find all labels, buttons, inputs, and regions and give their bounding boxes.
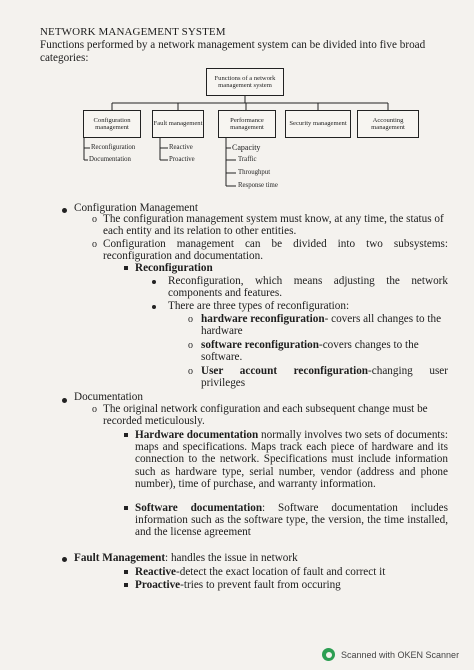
bullet-square — [124, 433, 128, 437]
bullet-dot — [62, 557, 67, 562]
documentation-paragraph-1: The original network configuration and each subsequent change must be recorded meticulously. — [103, 403, 428, 428]
hardware-documentation-paragraph: Hardware documentation normally involves two sets of documents: maps and specifications. Maps track each piece of hardware and its connection to the network. Specifications must include information such as hardware type, serial number, vendor (address and phone number), time of purchase, and warranty information. — [135, 429, 448, 490]
config-heading: Configuration Management — [74, 202, 198, 214]
software-documentation-paragraph: Software documentation: Software documentation includes information such as the software type, the version, the time installed, and the license agreement — [135, 502, 448, 539]
oken-scanner-logo-icon — [322, 648, 335, 661]
diagram-child-documentation: Documentation — [89, 156, 131, 163]
bullet-circle: o — [92, 214, 97, 225]
diagram-child-throughput: Throughput — [238, 169, 271, 176]
bullet-dot — [152, 305, 156, 309]
bullet-square — [124, 583, 128, 587]
reconfig-type-user-account: User account reconfiguration-changing user privileges — [201, 365, 449, 390]
diagram-child-proactive: Proactive — [169, 156, 195, 163]
diagram-child-reactive: Reactive — [169, 144, 193, 151]
reconfiguration-heading: Reconfiguration — [135, 262, 213, 274]
diagram-child-traffic: Traffic — [238, 156, 257, 163]
fault-proactive: Proactive-tries to prevent fault from occuring — [135, 579, 341, 591]
bullet-circle: o — [188, 366, 193, 377]
reconfiguration-paragraph-2: There are three types of reconfiguration: — [168, 300, 350, 312]
scanner-footer-text: Scanned with OKEN Scanner — [341, 649, 460, 660]
config-paragraph-1: The configuration management system must know, at any time, the status of each entity and its relation to other entities. — [103, 213, 444, 238]
bullet-square — [124, 570, 128, 574]
diagram-child-capacity: Capacity — [232, 143, 261, 152]
diagram-box-configuration: Configuration management — [83, 110, 141, 138]
bullet-square — [124, 506, 128, 510]
diagram-root-box: Functions of a network management system — [206, 68, 284, 96]
documentation-heading: Documentation — [74, 391, 143, 403]
diagram-box-fault: Fault management — [152, 110, 204, 138]
reconfig-type-software: software reconfiguration-covers changes to the software. — [201, 339, 419, 364]
scanner-footer — [322, 648, 459, 661]
diagram-box-performance: Performance management — [218, 110, 276, 138]
reconfig-type-hardware: hardware reconfiguration- covers all changes to the hardware — [201, 313, 442, 338]
diagram-box-accounting: Accounting management — [357, 110, 419, 138]
bullet-dot — [62, 398, 67, 403]
bullet-circle: o — [92, 239, 97, 250]
config-paragraph-2: Configuration management can be divided into two subsystems: reconfiguration and documentation. — [103, 238, 448, 263]
diagram-child-response-time: Response time — [238, 182, 278, 189]
bullet-dot — [62, 208, 67, 213]
fault-reactive: Reactive-detect the exact location of fault and correct it — [135, 566, 386, 578]
fault-heading: Fault Management: handles the issue in network — [74, 552, 298, 564]
reconfiguration-paragraph-1: Reconfiguration, which means adjusting the network components and features. — [168, 275, 448, 300]
bullet-circle: o — [92, 404, 97, 415]
bullet-square — [124, 266, 128, 270]
bullet-dot — [152, 280, 156, 284]
diagram-child-reconfiguration: Reconfiguration — [91, 144, 136, 151]
page-title: NETWORK MANAGEMENT SYSTEM — [40, 26, 226, 38]
bullet-circle: o — [188, 340, 193, 351]
intro-paragraph: Functions performed by a network management system can be divided into five broad categories: — [40, 39, 426, 64]
bullet-circle: o — [188, 314, 193, 325]
diagram-box-security: Security management — [285, 110, 351, 138]
